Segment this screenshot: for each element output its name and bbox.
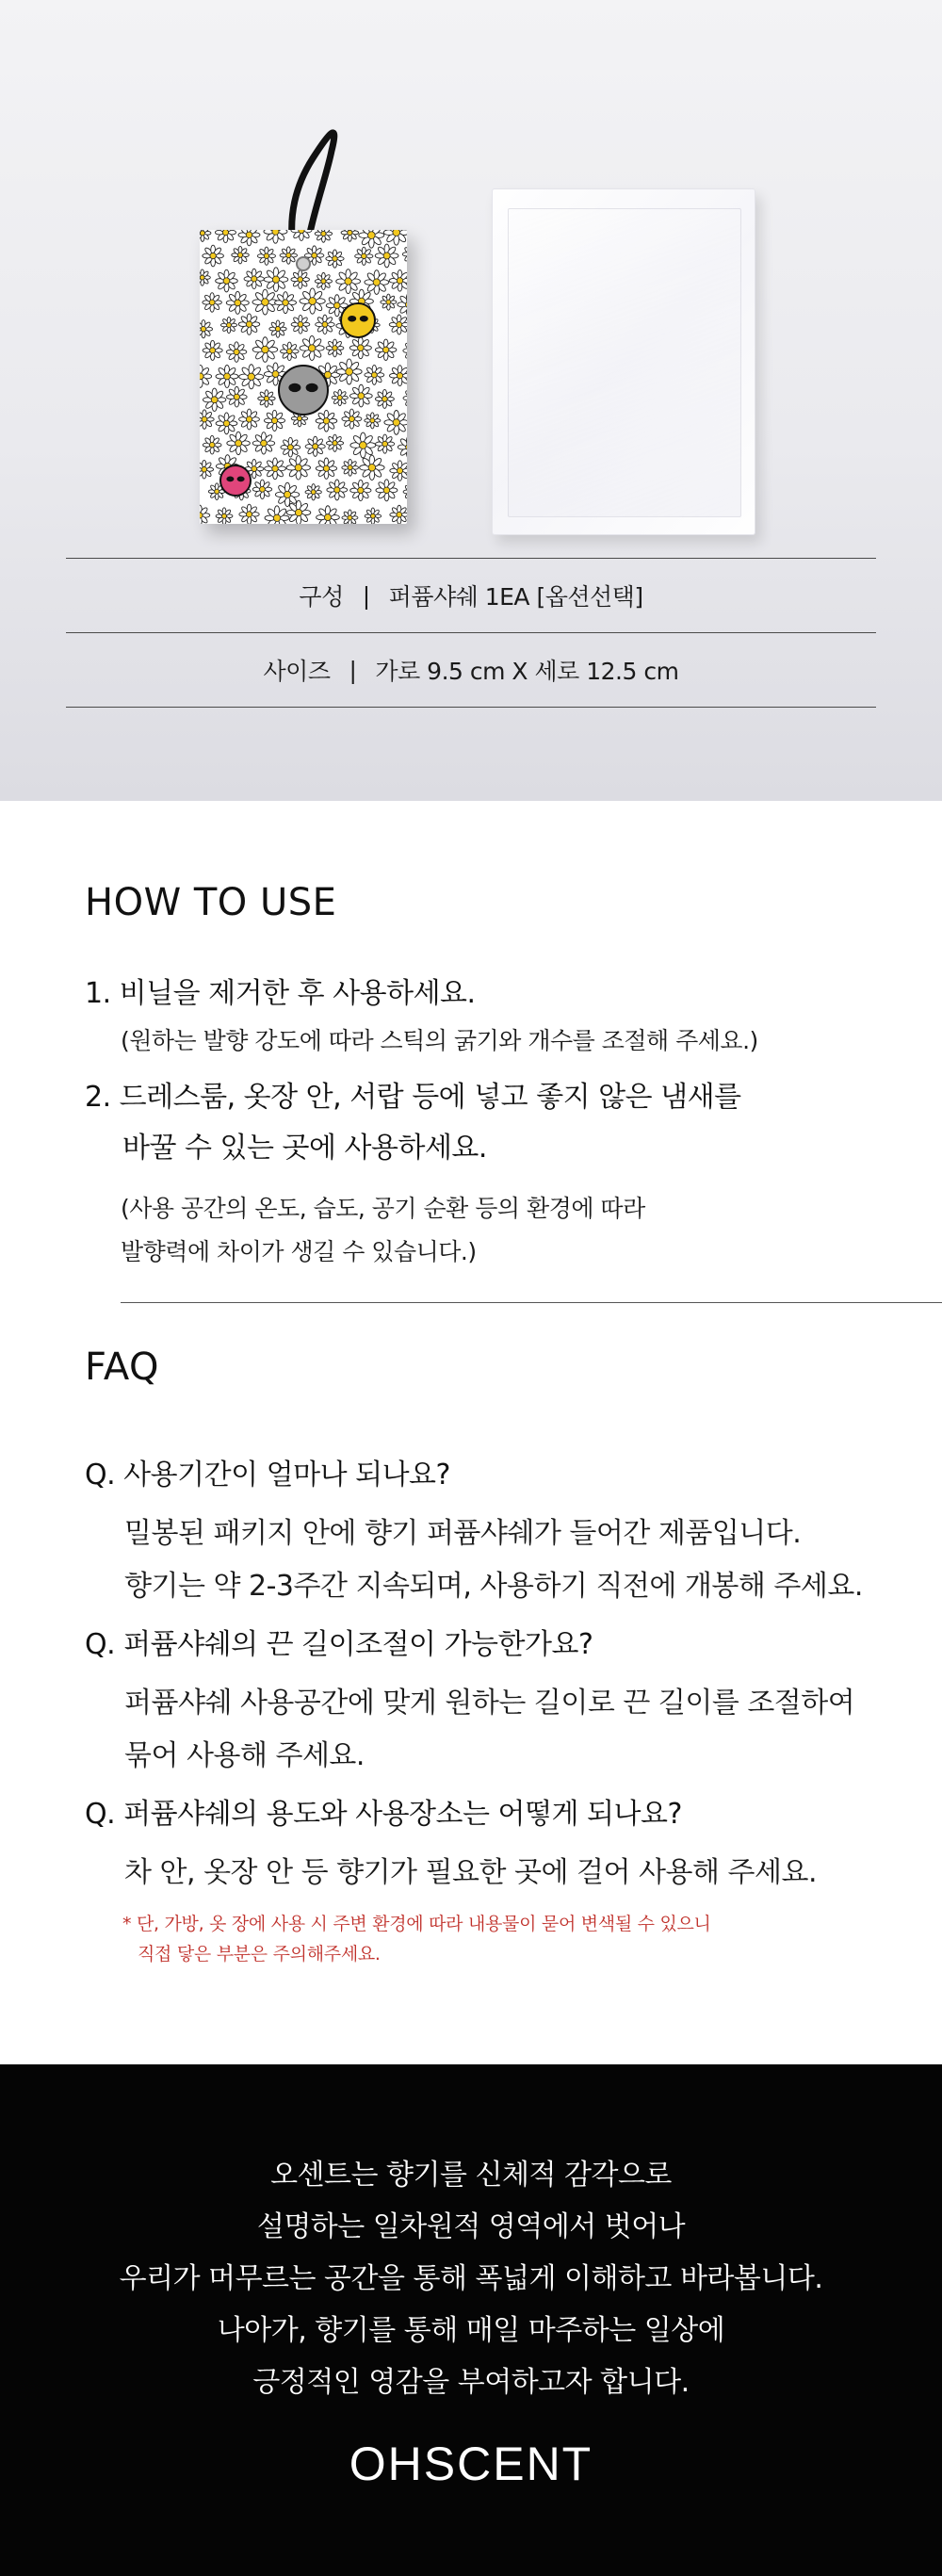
daisy-flower [275, 482, 299, 506]
brand-line-5: 긍정적인 영감을 부여하고자 합니다. [252, 2366, 690, 2399]
pink-character [220, 465, 251, 496]
faq-title: FAQ [85, 1345, 159, 1389]
daisy-flower [398, 293, 407, 316]
daisy-flower [239, 504, 259, 524]
daisy-flower [315, 230, 332, 242]
daisy-flower [326, 250, 344, 268]
daisy-flower [232, 246, 250, 264]
daisy-flower [381, 294, 397, 310]
daisy-flower [365, 413, 381, 429]
daisy-flower [216, 365, 238, 387]
daisy-flower [384, 411, 407, 435]
step-2-line-1: 2. 드레스룸, 옷장 안, 서랍 등에 넣고 좋지 않은 냄새를 [85, 1081, 741, 1114]
daisy-flower [264, 268, 288, 292]
brand-line-4: 나아가, 향기를 통해 매일 마주하는 일상에 [217, 2314, 725, 2347]
daisy-flower [226, 386, 247, 407]
daisy-flower [336, 269, 361, 294]
daisy-flower [291, 315, 310, 334]
spec-table [66, 558, 876, 708]
brand-line-1: 오센트는 향기를 신체적 감각으로 [270, 2159, 672, 2192]
daisy-flower [341, 230, 359, 241]
daisy-flower [216, 269, 238, 292]
size-label: 사이즈 [263, 658, 331, 685]
daisy-flower [326, 434, 343, 451]
spec-row-size [66, 633, 876, 707]
daisy-flower [365, 508, 381, 524]
daisy-flower [291, 270, 310, 289]
brand-line-2: 설명하는 일차원적 영역에서 벗어나 [256, 2210, 686, 2243]
daisy-flower [342, 510, 358, 524]
daisy-pattern [200, 230, 407, 524]
spec-row-composition [66, 559, 876, 632]
daisy-flower [300, 335, 324, 360]
daisy-flower [244, 269, 264, 288]
spec-separator: | [362, 581, 370, 610]
daisy-flower [375, 244, 398, 268]
daisy-flower [258, 390, 275, 407]
daisy-flower [200, 320, 213, 338]
daisy-flower [390, 461, 407, 481]
faq-question-1: Q. 사용기간이 얼마나 되나요? [85, 1459, 450, 1492]
daisy-flower [265, 506, 289, 524]
daisy-flower [403, 341, 407, 361]
daisy-flower [327, 480, 348, 500]
daisy-flower [349, 384, 372, 407]
daisy-flower [336, 359, 362, 384]
daisy-flower [316, 410, 337, 432]
daisy-flower [216, 413, 237, 434]
daisy-flower [226, 342, 247, 363]
step-2-line-2: 바꿀 수 있는 곳에 사용하세요. [122, 1132, 487, 1165]
daisy-flower [300, 288, 325, 314]
composition-label: 구성 [299, 583, 344, 611]
daisy-flower [200, 366, 212, 388]
daisy-flower [252, 432, 274, 454]
daisy-flower [316, 315, 335, 334]
daisy-flower [200, 505, 210, 524]
daisy-flower [203, 340, 222, 360]
daisy-flower [389, 315, 407, 334]
faq-answer-1-line-2: 향기는 약 2-3주간 지속되며, 사용하기 직전에 개봉해 주세요. [124, 1570, 863, 1603]
spec-divider [66, 707, 876, 708]
daisy-flower [280, 247, 297, 264]
spec-separator: | [349, 656, 357, 684]
hang-hole [297, 257, 310, 270]
bag-seal [508, 208, 741, 517]
daisy-flower [286, 456, 310, 480]
daisy-flower [239, 365, 264, 389]
daisy-flower [286, 500, 311, 524]
yellow-character [341, 303, 375, 337]
daisy-flower [203, 388, 225, 411]
composition-value: 퍼퓸샤쉐 1EA [옵션선택] [388, 583, 643, 611]
daisy-flower [365, 270, 389, 295]
faq-answer-1-line-1: 밀봉된 패키지 안에 향기 퍼퓸샤쉐가 들어간 제품입니다. [124, 1517, 802, 1550]
warning-note-line-2-text: 직접 닿은 부분은 주의해주세요. [138, 1944, 381, 1965]
daisy-flower [291, 230, 312, 240]
daisy-flower [257, 247, 275, 265]
daisy-flower [200, 460, 214, 479]
daisy-flower [269, 320, 286, 337]
daisy-flower [226, 291, 249, 314]
warning-note-line-1: * 단, 가방, 옷 장에 사용 시 주변 환경에 따라 내용물이 묻어 변색될 수 있으니 [122, 1914, 711, 1934]
daisy-flower [390, 505, 407, 524]
hanging-string [0, 0, 942, 283]
step-2-note-line-2: 발향력에 차이가 생길 수 있습니다.) [121, 1238, 477, 1265]
daisy-flower [359, 230, 384, 248]
daisy-flower [349, 337, 371, 359]
daisy-flower [238, 314, 259, 334]
faq-question-3: Q. 퍼퓸샤쉐의 용도와 사용장소는 어떻게 되나요? [85, 1798, 682, 1831]
daisy-flower [342, 459, 359, 476]
brand-line-3: 우리가 머무르는 공간을 통해 폭넓게 이해하고 바라봅니다. [119, 2262, 823, 2295]
daisy-flower [280, 342, 299, 361]
faq-answer-2-line-1: 퍼퓸샤쉐 사용공간에 맞게 원하는 길이로 끈 길이를 조절하여 [124, 1687, 855, 1720]
daisy-flower [365, 365, 384, 384]
daisy-flower [389, 366, 407, 386]
daisy-flower [200, 269, 210, 285]
daisy-flower [215, 230, 236, 243]
daisy-flower [315, 272, 332, 289]
daisy-flower [350, 432, 376, 458]
daisy-flower [375, 339, 396, 360]
daisy-flower [239, 409, 260, 430]
daisy-flower [275, 292, 297, 314]
daisy-flower [342, 409, 362, 429]
daisy-flower [203, 293, 222, 313]
daisy-flower [355, 247, 373, 265]
daisy-flower [227, 432, 250, 454]
faq-question-2: Q. 퍼퓸샤쉐의 끈 길이조절이 가능한가요? [85, 1628, 593, 1661]
daisy-flower [200, 230, 211, 241]
step-1-note: (원하는 발향 강도에 따라 스틱의 굵기와 개수를 조절해 주세요.) [121, 1027, 758, 1054]
daisy-flower [264, 230, 287, 243]
daisy-flower [252, 337, 278, 363]
daisy-flower [316, 458, 336, 479]
daisy-flower [200, 410, 214, 429]
daisy-flower [220, 317, 236, 333]
brand-statement [0, 2064, 942, 2576]
clear-bag [492, 188, 755, 535]
daisy-flower [376, 480, 398, 501]
daisy-flower [403, 483, 407, 500]
daisy-flower [326, 339, 344, 357]
daisy-flower [403, 388, 407, 408]
daisy-flower [350, 480, 371, 500]
daisy-flower [360, 455, 384, 480]
daisy-flower [332, 390, 348, 406]
warning-note-line-2 [85, 1939, 942, 1969]
daisy-flower [203, 245, 224, 267]
daisy-flower [203, 435, 221, 454]
step-2-note-line-1: (사용 공간의 온도, 습도, 공기 순환 등의 환경에 따라 [121, 1195, 645, 1222]
daisy-flower [252, 480, 271, 498]
daisy-flower [402, 245, 407, 263]
product-hero [0, 0, 942, 801]
gray-character [279, 366, 328, 415]
daisy-flower [398, 436, 407, 458]
daisy-flower [264, 410, 284, 431]
how-to-use-title: HOW TO USE [85, 881, 337, 924]
daisy-flower [281, 437, 300, 457]
daisy-flower [305, 436, 325, 456]
daisy-flower [305, 484, 321, 500]
step-1: 1. 비닐을 제거한 후 사용하세요. [85, 977, 476, 1010]
daisy-flower [375, 389, 394, 408]
perfume-sachet [200, 230, 407, 524]
daisy-flower [383, 230, 407, 245]
usage-section [0, 801, 942, 2064]
daisy-flower [216, 508, 233, 524]
faq-answer-2-line-2: 묶어 사용해 주세요. [124, 1739, 365, 1772]
daisy-flower [252, 289, 278, 315]
daisy-flower [317, 506, 340, 524]
daisy-flower [376, 434, 395, 453]
daisy-flower [265, 458, 286, 480]
daisy-flower [238, 230, 260, 246]
daisy-flower [389, 270, 407, 292]
faq-answer-3-line-1: 차 안, 옷장 안 등 향기가 필요한 곳에 걸어 사용해 주세요. [124, 1856, 817, 1889]
size-value: 가로 9.5 cm X 세로 12.5 cm [375, 658, 679, 685]
brand-logo: OHSCENT [349, 2437, 593, 2490]
